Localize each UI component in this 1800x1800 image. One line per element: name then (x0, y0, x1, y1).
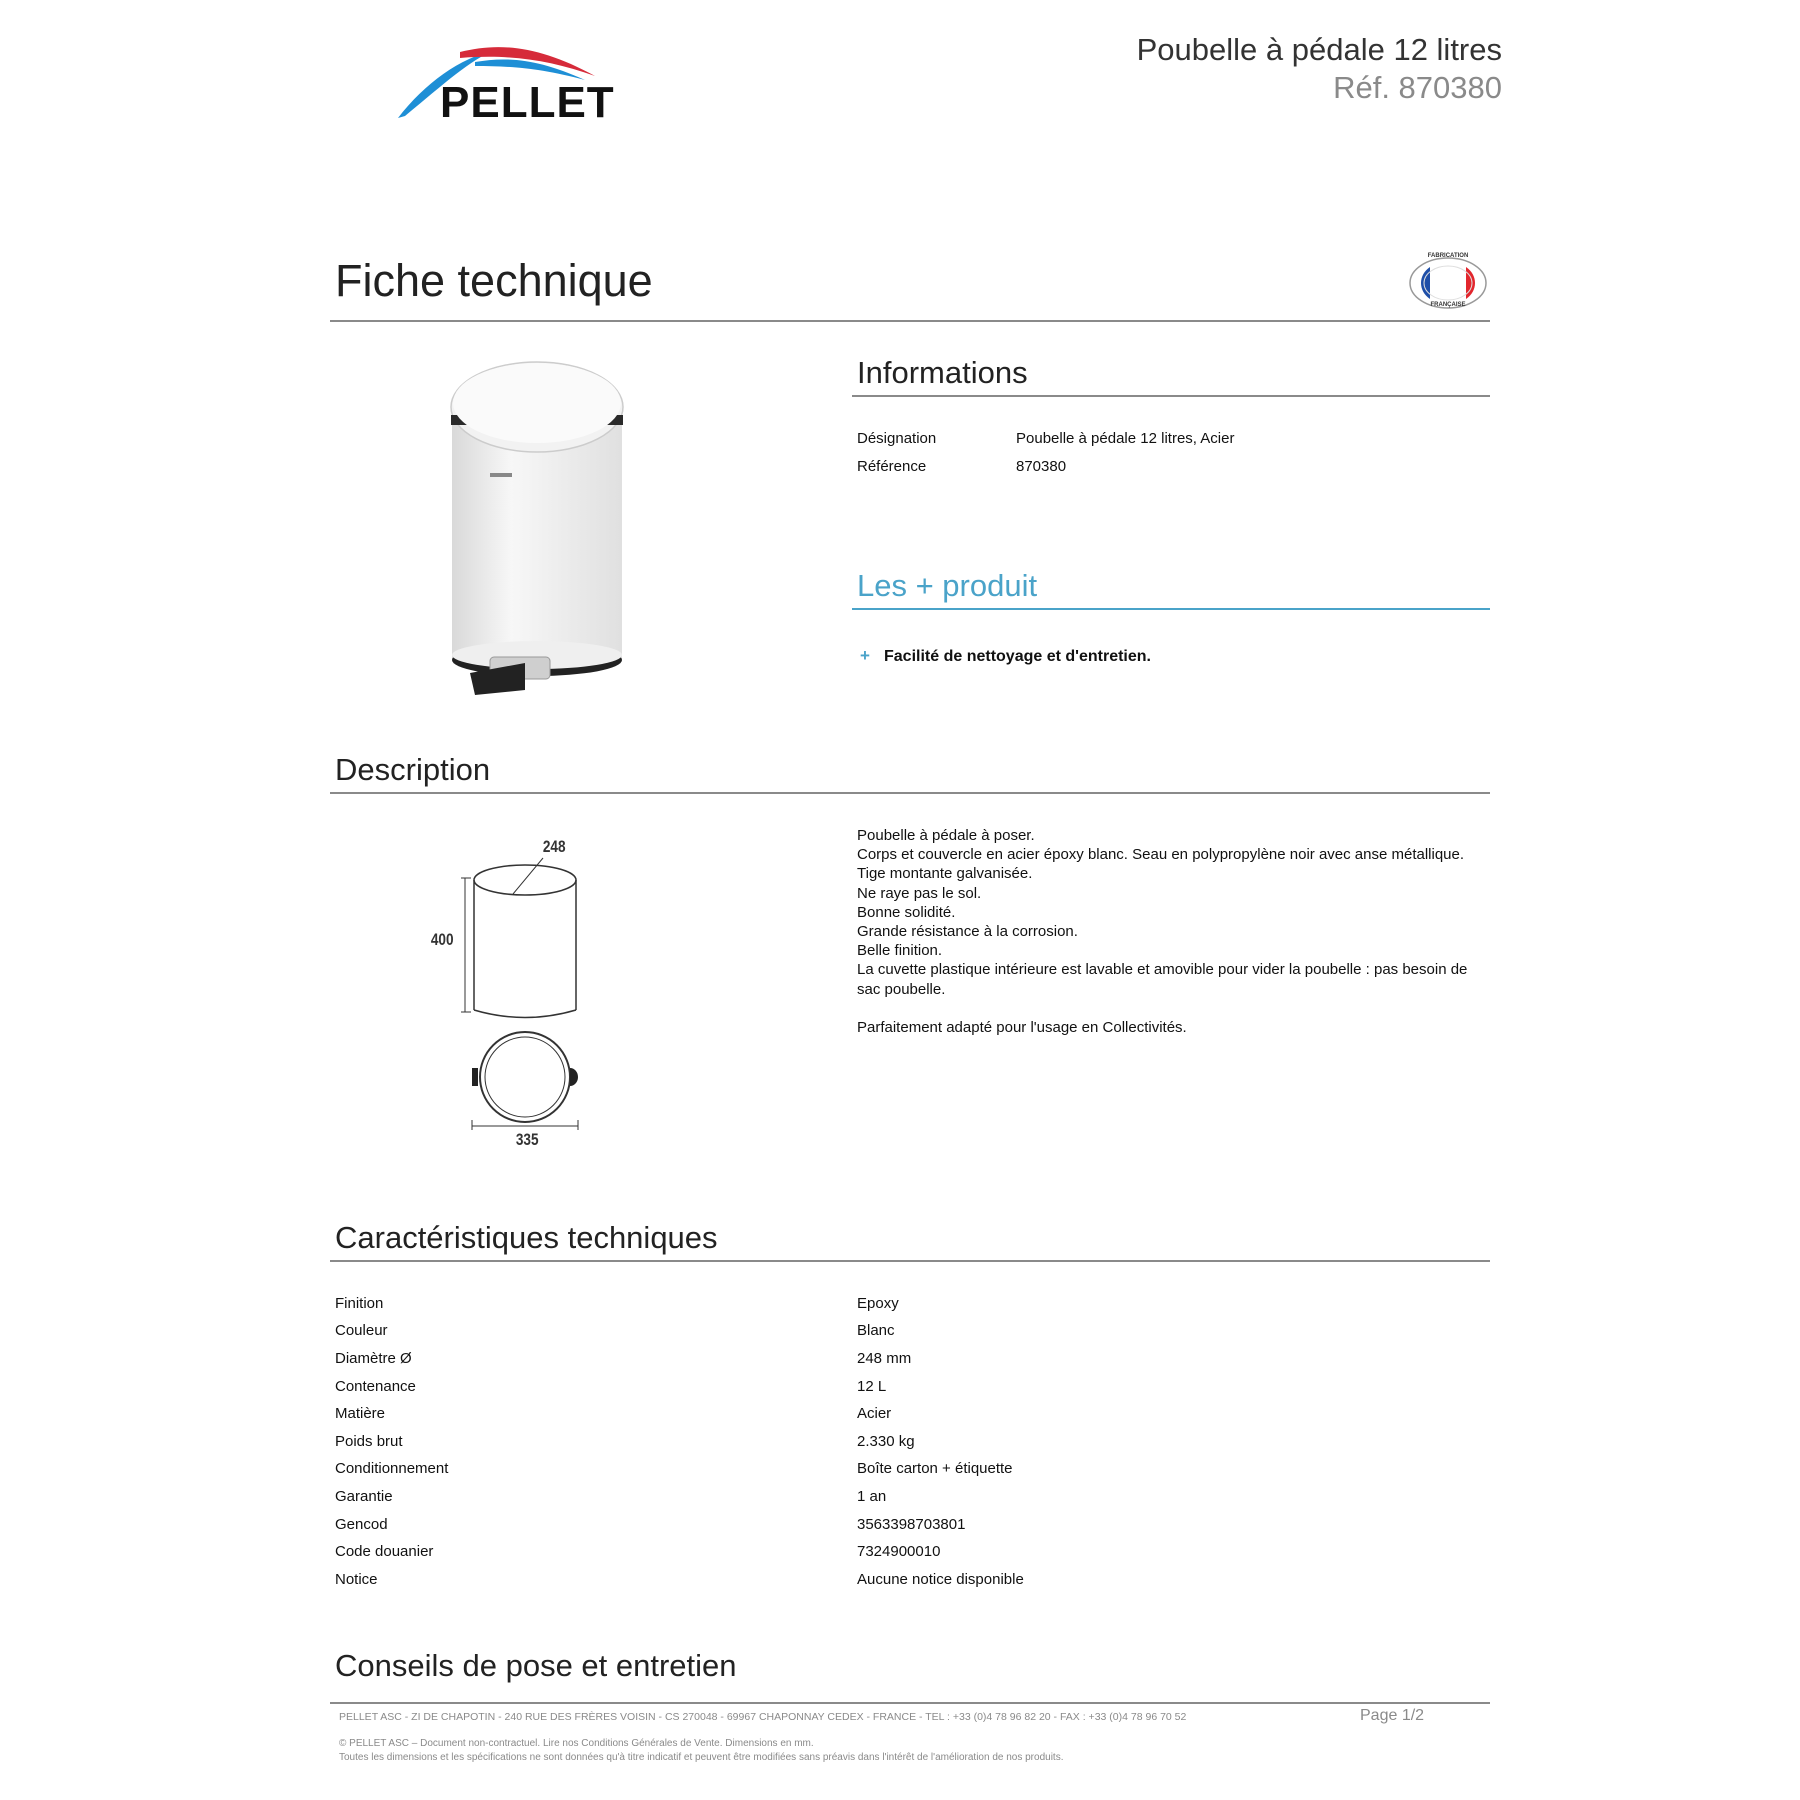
description-line: Poubelle à pédale à poser. (857, 827, 1035, 844)
footer-legal-1: © PELLET ASC – Document non-contractuel. Lire nos Conditions Générales de Vente. Dimensions en mm. (339, 1738, 814, 1749)
spec-label-code-douanier: Code douanier (335, 1543, 434, 1560)
spec-label-matiere: Matière (335, 1405, 386, 1422)
dimension-diagram-icon (425, 830, 625, 1155)
description-line: Parfaitement adapté pour l'usage en Collectivités. (857, 1018, 1187, 1036)
info-value-reference: 870380 (1016, 458, 1067, 475)
page-title: Fiche technique (335, 255, 653, 306)
description-line: Corps et couvercle en acier époxy blanc. Seau en polypropylène noir avec anse métallique. (857, 846, 1465, 864)
spec-label-conditionnement: Conditionnement (335, 1460, 449, 1477)
description-text (857, 826, 1497, 1037)
description-line: sac poubelle. (857, 980, 946, 998)
plus-marker-icon: + (860, 646, 870, 665)
footer-address: PELLET ASC - ZI DE CHAPOTIN - 240 RUE DES FRÈRES VOISIN - CS 270048 - 69967 CHAPONNAY CEDEX - FRANCE - TEL : +33 (0)4 78 96 82 20 - FAX : +33 (0)4 78 96 70 52 (339, 1711, 1187, 1723)
spec-label-diametre: Diamètre Ø (335, 1350, 412, 1367)
description-line: Bonne solidité. (857, 903, 956, 921)
spec-value-conditionnement: Boîte carton + étiquette (857, 1460, 1013, 1477)
description-line: Grande résistance à la corrosion. (857, 923, 1078, 941)
caracteristiques-divider (330, 1260, 1490, 1262)
spec-value-diametre: 248 mm (857, 1350, 912, 1367)
spec-label-gencod: Gencod (335, 1516, 388, 1533)
description-divider (330, 792, 1490, 794)
spec-label-garantie: Garantie (335, 1488, 393, 1505)
description-heading: Description (335, 752, 491, 787)
badge-bottom-text: FRANÇAISE (1430, 302, 1466, 308)
spec-label-poids: Poids brut (335, 1433, 403, 1450)
spec-value-couleur: Blanc (857, 1322, 895, 1339)
footer-divider (330, 1702, 1490, 1704)
dimension-height-label: 400 (430, 930, 454, 949)
spec-value-garantie: 1 an (857, 1488, 887, 1505)
header-reference: Réf. 870380 (1333, 70, 1502, 105)
spec-value-notice: Aucune notice disponible (857, 1571, 1024, 1588)
header-product-title: Poubelle à pédale 12 litres (1136, 32, 1502, 67)
product-image (430, 355, 640, 700)
description-line: Tige montante galvanisée. (857, 865, 1033, 883)
dimension-diameter-label: 248 (542, 837, 566, 856)
spec-label-finition: Finition (335, 1295, 384, 1312)
caracteristiques-heading: Caractéristiques techniques (335, 1220, 718, 1255)
dimension-depth-label: 335 (515, 1130, 539, 1149)
conseils-heading: Conseils de pose et entretien (335, 1648, 737, 1683)
badge-top-text: FABRICATION (1427, 253, 1469, 259)
pedal-bin-illustration (430, 355, 640, 700)
pellet-logo (390, 38, 640, 128)
footer-legal-2: Toutes les dimensions et les spécifications ne sont données qu'à titre indicatif et peuvent être modifiées sans préavis dans l'intérêt de l'amélioration de nos produits. (339, 1752, 1064, 1763)
spec-label-couleur: Couleur (335, 1322, 388, 1339)
dimension-drawing (425, 830, 625, 1155)
title-divider (330, 320, 1490, 322)
logo-wordmark: PELLET (440, 78, 615, 127)
plus-produit-heading: Les + produit (857, 568, 1038, 603)
description-line (857, 999, 1497, 1018)
footer-page-number: Page 1/2 (1360, 1707, 1425, 1724)
plus-produit-item: Facilité de nettoyage et d'entretien. (884, 648, 1151, 665)
spec-label-notice: Notice (335, 1571, 378, 1588)
informations-divider (852, 395, 1490, 397)
spec-value-code-douanier: 7324900010 (857, 1543, 941, 1560)
plus-produit-divider (852, 608, 1490, 610)
spec-value-poids: 2.330 kg (857, 1433, 915, 1450)
spec-value-gencod: 3563398703801 (857, 1516, 966, 1533)
info-label-reference: Référence (857, 458, 927, 475)
spec-value-matiere: Acier (857, 1405, 892, 1422)
description-line: Ne raye pas le sol. (857, 884, 982, 902)
informations-heading: Informations (857, 355, 1028, 390)
spec-value-contenance: 12 L (857, 1378, 887, 1395)
info-value-designation: Poubelle à pédale 12 litres, Acier (1016, 430, 1235, 447)
spec-label-contenance: Contenance (335, 1378, 416, 1395)
description-line: Belle finition. (857, 942, 943, 960)
info-label-designation: Désignation (857, 430, 937, 447)
spec-value-finition: Epoxy (857, 1295, 899, 1312)
description-line: La cuvette plastique intérieure est lavable et amovible pour vider la poubelle : pas besoin de (857, 961, 1468, 979)
fabrication-francaise-badge (1408, 255, 1488, 311)
